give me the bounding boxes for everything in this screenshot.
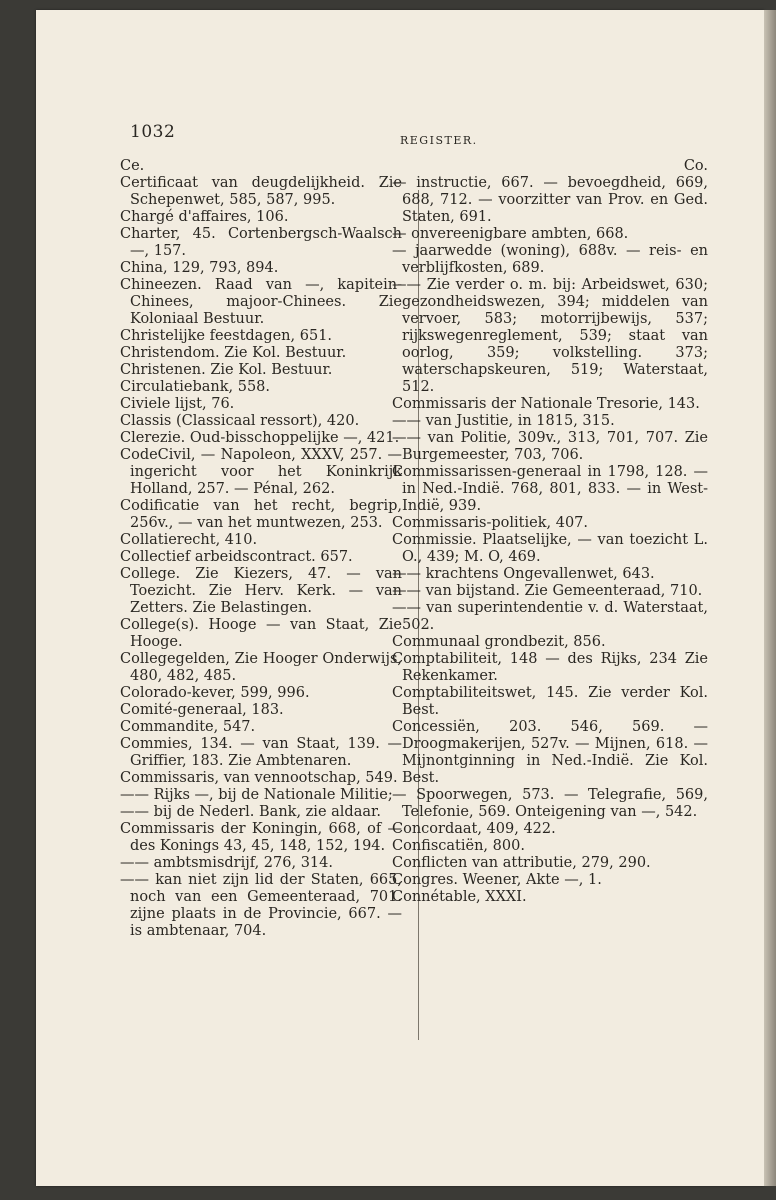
index-entry: — onvereenigbare ambten, 668. [392,226,629,242]
index-entry: —— van Politie, 309v., 313, 701, 707. Zie Burgemeester, 703, 706. [392,430,708,463]
index-entry: Commissarissen-generaal in 1798, 128. — in Ned.-Indië. 768, 801, 833. — in West-Indië, 939. [392,464,708,514]
index-entry: —— kan niet zijn lid der Staten, 665, noch van een Gemeenteraad, 701. zijne plaats in de Provincie, 667. — is ambtenaar, 704. [120,872,402,939]
index-entry: Comptabiliteitswet, 145. Zie verder Kol. Best. [392,685,708,718]
index-entry: Codificatie van het recht, begrip, 256v., — van het muntwezen, 253. [120,498,402,531]
index-entry: —— van bijstand. Zie Gemeenteraad, 710. [392,583,703,599]
index-entry: Comité-generaal, 183. [120,702,284,718]
index-entry: —— Zie verder o. m. bij: Arbeidswet, 630; gezondheidswezen, 394; middelen van vervoer, 583; motorrijbewijs, 537; rijkswegenreglement, 539; staat van oorlog, 359; volkstelling. 373; waterschapskeuren, 519; Waterstaat, 512. [392,277,708,395]
index-entry: Collegegelden, Zie Hooger Onderwijs, 480, 482, 485. [120,651,402,684]
index-entry: Congres. Weener, Akte —, 1. [392,872,602,888]
index-entry: —— van Justitie, in 1815, 315. [392,413,615,429]
left-column-entries [120,175,402,940]
index-entry: CodeCivil, — Napoleon, XXXV, 257. — ingericht voor het Koninkrijk Holland, 257. — Pénal, 262. [120,447,402,497]
right-column-entries [392,175,708,906]
index-entry: Commissaris der Nationale Tresorie, 143. [392,396,700,412]
index-entry: Commies, 134. — van Staat, 139. — Griffier, 183. Zie Ambtenaren. [120,736,402,769]
page-edge [764,10,776,1186]
index-entry: College(s). Hooge — van Staat, Zie Hooge. [120,617,402,650]
index-entry: Certificaat van deugdelijkheid. Zie Schepenwet, 585, 587, 995. [120,175,402,208]
index-entry: Connétable, XXXI. [392,889,527,905]
index-entry: Collatierecht, 410. [120,532,258,548]
index-entry: Concessiën, 203. 546, 569. — Droogmakerijen, 527v. — Mijnen, 618. — Mijnontginning in Ned.-Indië. Zie Kol. Best. [392,719,708,786]
index-entry: Concordaat, 409, 422. [392,821,556,837]
right-column-header: Co. [683,158,708,174]
index-entry: Commissaris-politiek, 407. [392,515,589,531]
index-entry: Chineezen. Raad van —, kapitein-Chinees, majoor-Chinees. Zie Koloniaal Bestuur. [120,277,402,327]
index-entry: Communaal grondbezit, 856. [392,634,606,650]
left-column [120,158,402,940]
index-entry: Conflicten van attributie, 279, 290. [392,855,651,871]
index-entry: —— van superintendentie v. d. Waterstaat, 502. [392,600,708,633]
index-entry: Comptabiliteit, 148 — des Rijks, 234 Zie Rekenkamer. [392,651,708,684]
index-entry: Commandite, 547. [120,719,256,735]
index-entry: Collectief arbeidscontract. 657. [120,549,353,565]
index-entry: Civiele lijst, 76. [120,396,235,412]
running-head: REGISTER. [400,134,478,147]
index-entry: — jaarwedde (woning), 688v. — reis- en verblijfkosten, 689. [392,243,708,276]
index-entry: Circulatiebank, 558. [120,379,271,395]
index-entry: Commissaris der Koningin, 668, of — des Konings 43, 45, 148, 152, 194. [120,821,402,854]
index-entry: — Spoorwegen, 573. — Telegrafie, 569, Telefonie, 569. Onteigening van —, 542. [392,787,708,820]
index-entry: —— bij de Nederl. Bank, zie aldaar. [120,804,381,820]
index-entry: China, 129, 793, 894. [120,260,279,276]
index-entry: Classis (Classicaal ressort), 420. [120,413,360,429]
index-entry: Christelijke feestdagen, 651. [120,328,333,344]
index-entry: —— krachtens Ongevallenwet, 643. [392,566,655,582]
index-entry: Chargé d'affaires, 106. [120,209,289,225]
index-entry: — instructie, 667. — bevoegdheid, 669, 688, 712. — voorzitter van Prov. en Ged. Staten, 691. [392,175,708,225]
right-column [392,158,708,906]
index-entry: Clerezie. Oud-bisschoppelijke —, 421. [120,430,400,446]
index-entry: Confiscatiën, 800. [392,838,525,854]
index-entry: —— Rijks —, bij de Nationale Militie; [120,787,393,803]
index-entry: —— ambtsmisdrijf, 276, 314. [120,855,333,871]
index-entry: College. Zie Kiezers, 47. — van Toezicht. Zie Herv. Kerk. — van Zetters. Zie Belastingen. [120,566,402,616]
index-entry: Christenen. Zie Kol. Bestuur. [120,362,333,378]
index-entry: Charter, 45. Cortenbergsch-Waalsch —, 157. [120,226,402,259]
index-entry: Colorado-kever, 599, 996. [120,685,310,701]
left-column-header: Ce. [120,158,145,174]
index-entry: Commissaris, van vennootschap, 549. [120,770,398,786]
page-number: 1032 [130,122,176,142]
index-entry: Commissie. Plaatselijke, — van toezicht L. O., 439; M. O, 469. [392,532,708,565]
index-entry: Christendom. Zie Kol. Bestuur. [120,345,347,361]
